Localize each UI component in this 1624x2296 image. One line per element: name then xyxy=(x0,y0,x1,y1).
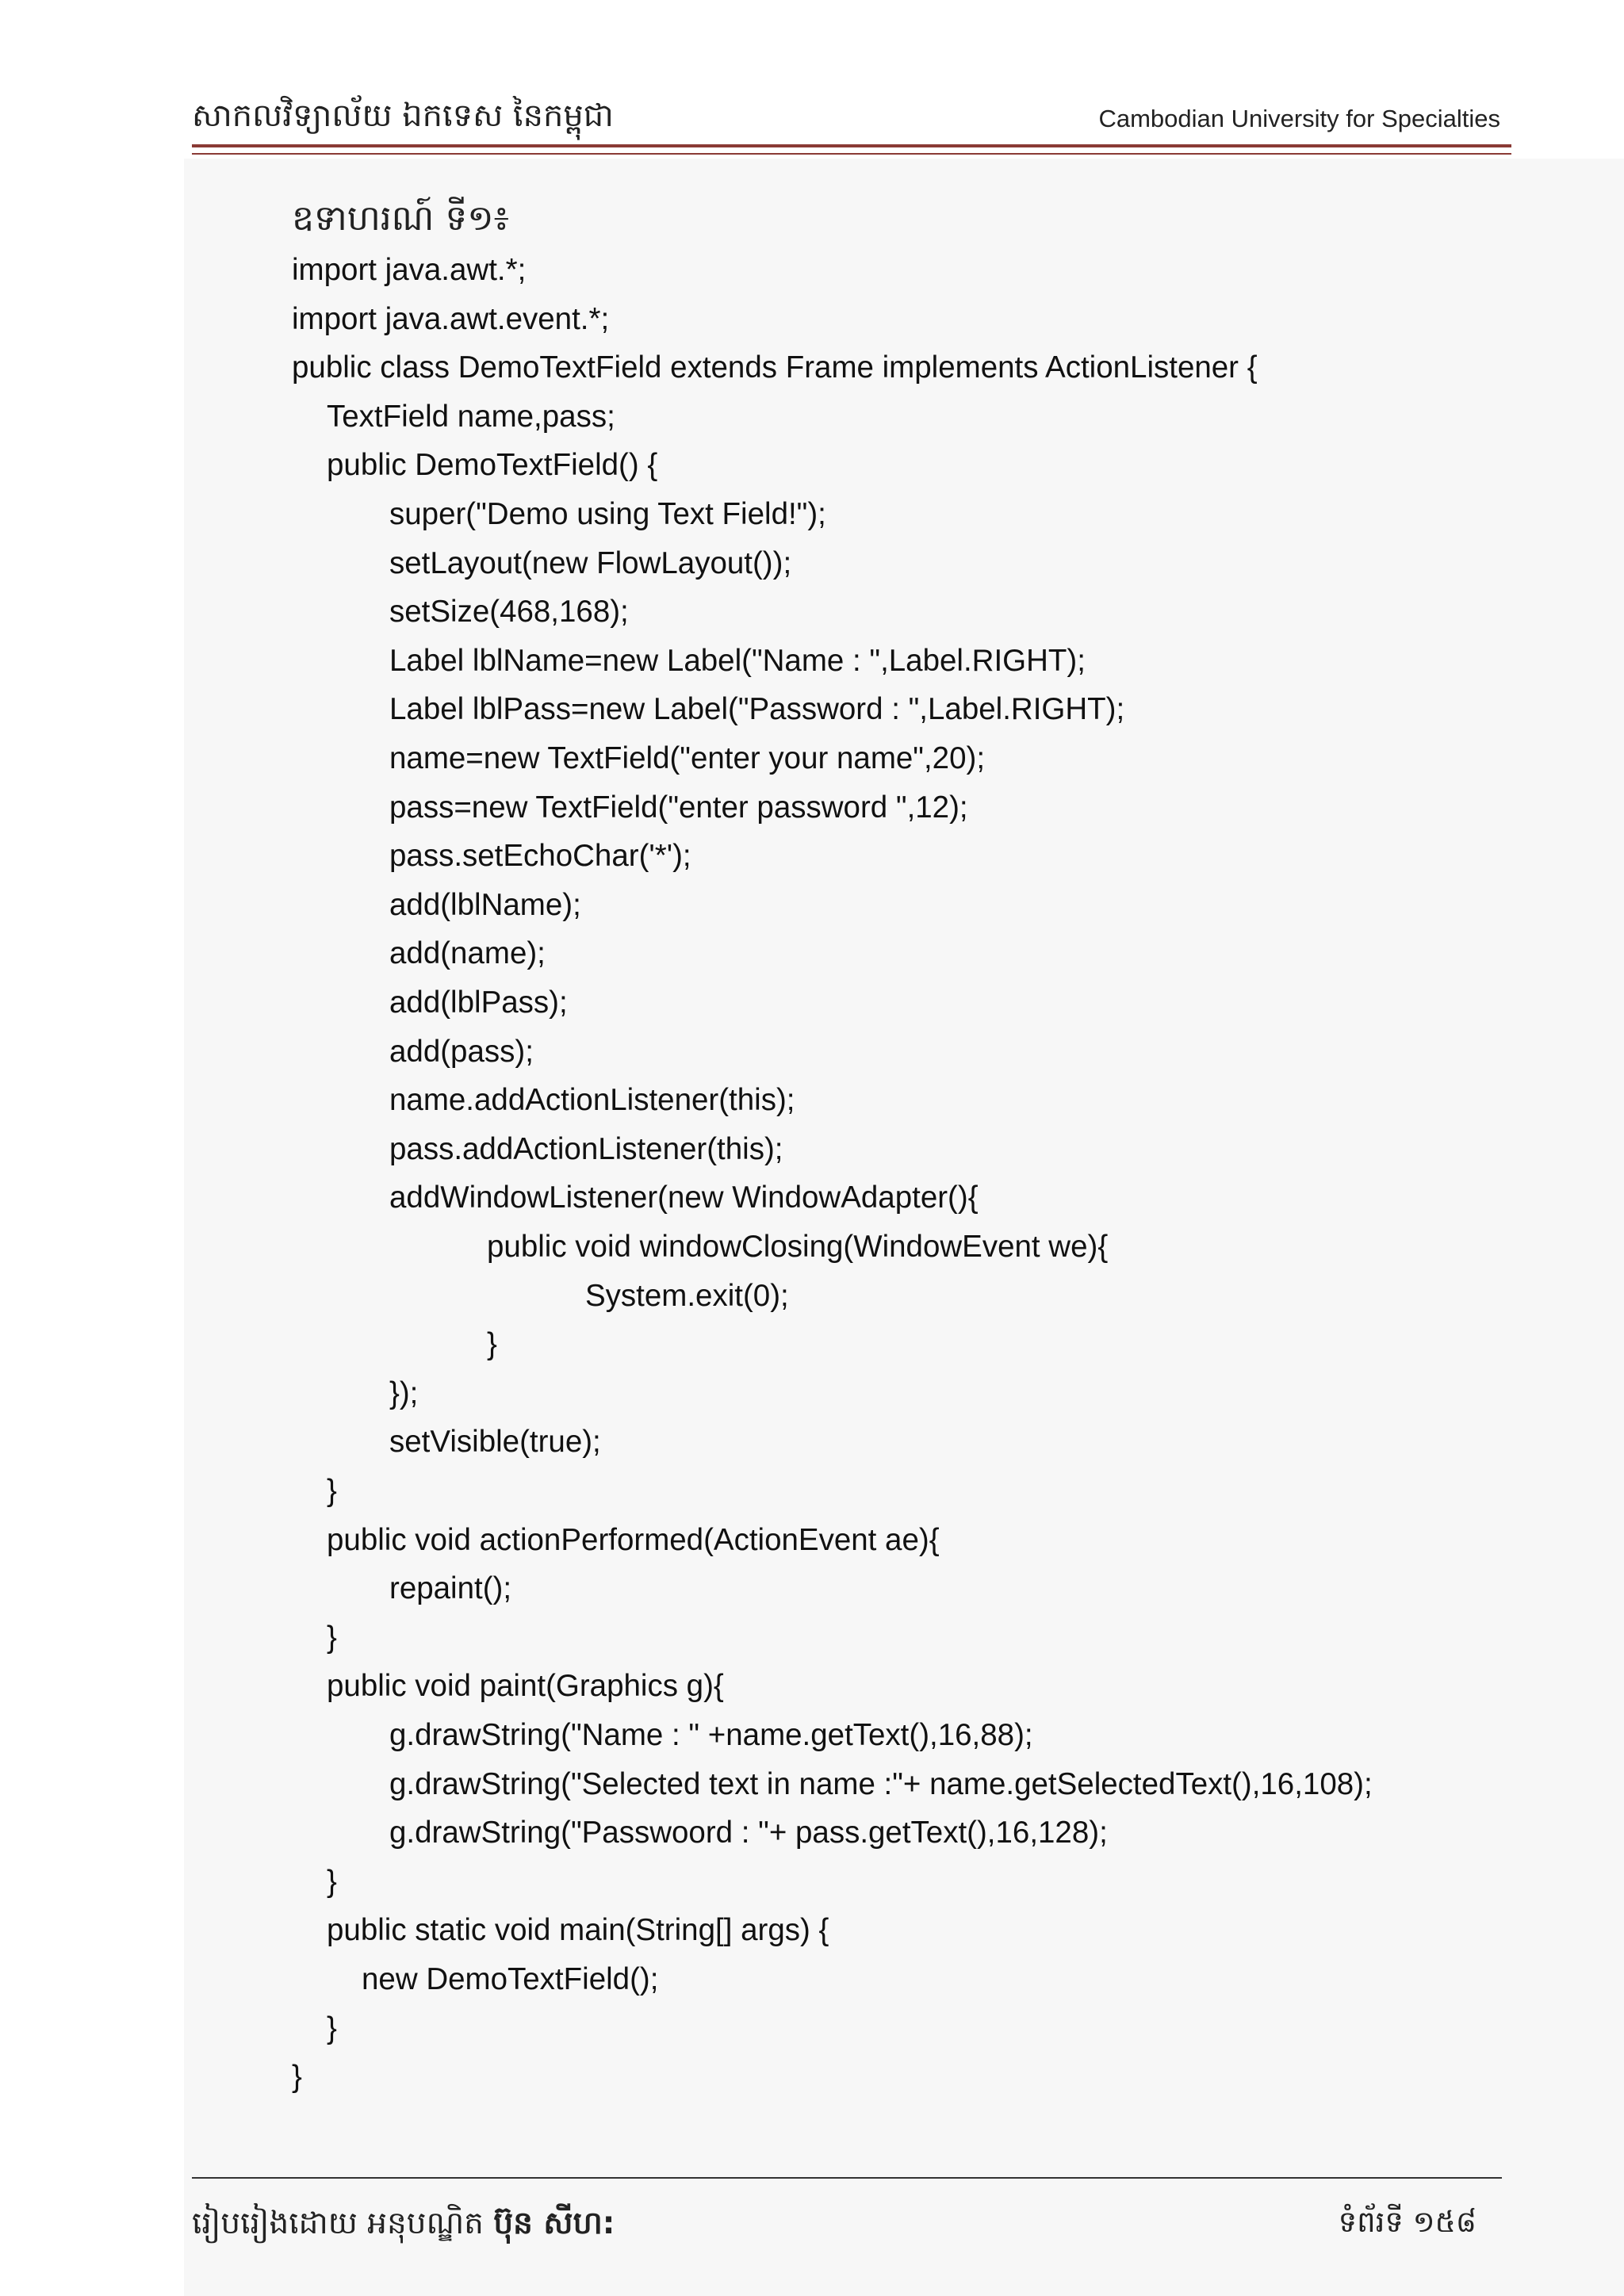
code-line: add(name); xyxy=(389,936,546,971)
code-line: g.drawString("Selected text in name :"+ name.getSelectedText(),16,108); xyxy=(389,1766,1373,1801)
code-line: import java.awt.event.*; xyxy=(292,301,610,336)
code-line: public class DemoTextField extends Frame implements ActionListener { xyxy=(292,350,1258,385)
code-line: public static void main(String[] args) { xyxy=(327,1913,829,1948)
code-line: System.exit(0); xyxy=(585,1278,789,1313)
code-line: pass.setEchoChar('*'); xyxy=(389,839,691,874)
example-heading: ឧទាហរណ៍ ទី១៖ xyxy=(292,198,509,239)
footer-credit xyxy=(192,2204,615,2249)
code-line: public void paint(Graphics g){ xyxy=(327,1669,724,1704)
code-line: add(lblName); xyxy=(389,887,581,922)
code-line: pass.addActionListener(this); xyxy=(389,1131,783,1166)
code-line: Label lblName=new Label("Name : ",Label.RIGHT); xyxy=(389,643,1086,678)
header-rule-thin xyxy=(192,153,1511,155)
code-line: g.drawString("Name : " +name.getText(),16,88); xyxy=(389,1718,1033,1752)
code-line: } xyxy=(327,1474,337,1508)
code-line: super("Demo using Text Field!"); xyxy=(389,497,826,531)
code-line: setVisible(true); xyxy=(389,1425,601,1460)
code-line: repaint(); xyxy=(389,1571,512,1606)
code-line: import java.awt.*; xyxy=(292,253,527,287)
header-institution-english: Cambodian University for Specialties xyxy=(1098,105,1500,132)
code-line: TextField name,pass; xyxy=(327,399,615,434)
code-line: } xyxy=(327,1864,337,1899)
code-line: } xyxy=(292,2060,302,2095)
code-line: new DemoTextField(); xyxy=(362,1962,659,1996)
code-line: pass=new TextField("enter password ",12); xyxy=(389,790,968,825)
code-line: public DemoTextField() { xyxy=(327,448,658,483)
code-line: } xyxy=(327,2011,337,2045)
code-line: }); xyxy=(389,1376,419,1410)
code-line: } xyxy=(327,1620,337,1655)
code-line: } xyxy=(487,1327,497,1362)
header-rule xyxy=(192,144,1511,147)
code-line: name.addActionListener(this); xyxy=(389,1083,795,1118)
footer-prepared-by: រៀបរៀងដោយ អនុបណ្ឌិត xyxy=(192,2206,484,2241)
code-line: Label lblPass=new Label("Password : ",Label.RIGHT); xyxy=(389,692,1125,727)
code-line: public void actionPerformed(ActionEvent ae){ xyxy=(327,1522,940,1557)
code-line: add(pass); xyxy=(389,1034,534,1069)
code-line: public void windowClosing(WindowEvent we){ xyxy=(487,1230,1109,1264)
code-line: addWindowListener(new WindowAdapter(){ xyxy=(389,1181,979,1215)
footer-rule xyxy=(192,2177,1502,2179)
code-line: setLayout(new FlowLayout()); xyxy=(389,545,792,580)
footer-author-name: ប៊ុន សីហ: xyxy=(493,2206,615,2241)
code-line: add(lblPass); xyxy=(389,985,568,1020)
code-line: g.drawString("Passwoord : "+ pass.getText(),16,128); xyxy=(389,1816,1108,1850)
header-institution-khmer: សាកលវិទ្យាល័យ ឯកទេស នៃកម្ពុជា xyxy=(192,98,614,134)
footer-page-number: ទំព័រទី ១៥៨ xyxy=(1338,2205,1477,2239)
code-line: name=new TextField("enter your name",20); xyxy=(389,741,986,775)
code-line: setSize(468,168); xyxy=(389,595,629,629)
